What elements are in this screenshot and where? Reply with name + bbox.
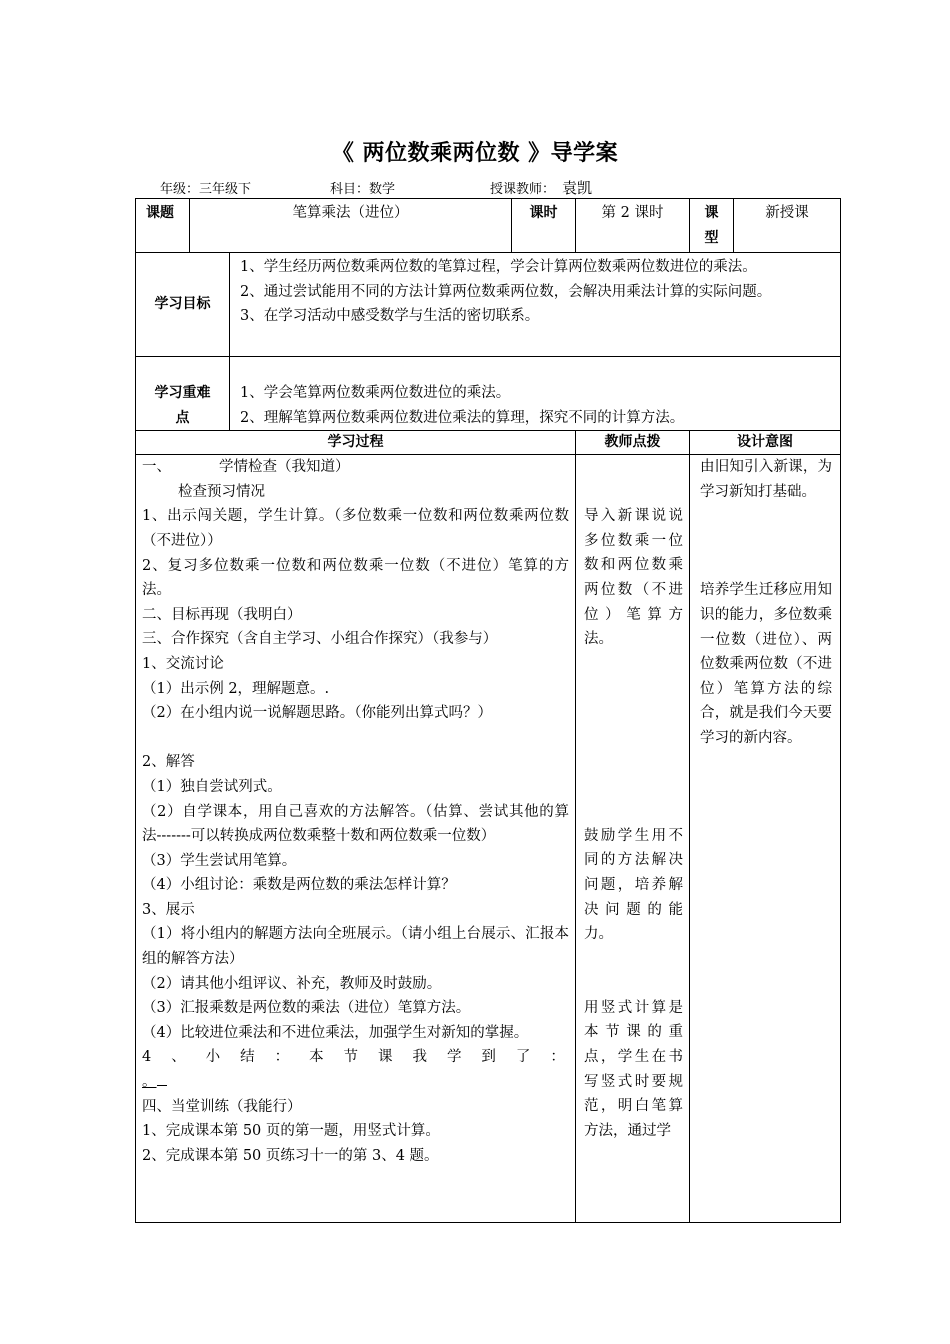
document-meta	[160, 178, 860, 198]
teacher-label: 授课教师：	[490, 182, 556, 197]
process-line: （4）小组讨论：乘数是两位数的乘法怎样计算？	[142, 877, 456, 894]
process-line: （4）比较进位乘法和不进位乘法，加强学生对新知的掌握。	[142, 1024, 529, 1041]
goals-content	[230, 253, 841, 357]
process-line: （1）出示例 2，理解题意。.	[142, 680, 330, 697]
lesson-plan-table	[135, 198, 841, 1223]
process-line: （1）将小组内的解题方法向全班展示。（请小组上台展示、汇报本组的解答方法）	[142, 926, 569, 968]
header-row	[136, 199, 841, 253]
process-line: （1）独自尝试列式。	[142, 778, 282, 795]
process-header: 学习过程	[136, 431, 576, 455]
key-point-item: 2、理解笔算两位数乘两位数进位乘法的算理，探究不同的计算方法。	[240, 409, 685, 426]
type-label-2: 型	[704, 229, 719, 246]
key-points-label-2: 点	[175, 409, 190, 426]
subject-label: 科目：数学	[330, 182, 396, 197]
process-line: （2）请其他小组评议、补充，教师及时鼓励。	[142, 975, 442, 992]
teacher-note-3: 用竖式计算是本节课的重点，学生在书写竖式时要规范，明白笔算方法，通过学	[584, 999, 684, 1139]
process-line: （3）学生尝试用笔算。	[142, 852, 297, 869]
key-points-row	[136, 357, 841, 431]
design-header: 设计意图	[690, 431, 841, 455]
goal-item: 1、学生经历两位数乘两位数的笔算过程，学会计算两位数乘两位数进位的乘法。	[240, 259, 757, 276]
period-value: 第 2 课时	[576, 199, 690, 253]
goal-item: 2、通过尝试能用不同的方法计算两位数乘两位数，会解决用乘法计算的实际问题。	[240, 283, 772, 300]
design-notes	[690, 455, 841, 1223]
design-note-2: 培养学生迁移应用知识的能力，多位数乘一位数（进位）、两位数乘两位数（不进位）笔算方法的综合，就是我们今天要学习的新内容。	[700, 582, 833, 746]
process-content	[136, 455, 576, 1223]
teacher-note-1: 导入新课说说多位数乘一位数和两位数乘两位数（不进位）笔算方法。	[584, 508, 684, 648]
section-three: 三、合作探究（含自主学习、小组合作探究）（我参与）	[142, 631, 498, 648]
summary-tail: 。	[142, 1070, 569, 1095]
process-line: 2、完成课本第 50 页练习十一的第 3、4 题。	[142, 1147, 439, 1164]
process-line: （2）在小组内说一说解题思路。（你能列出算式吗？）	[142, 705, 492, 722]
process-line: （2）自学课本，用自己喜欢的方法解答。（估算、尝试其他的算法-------可以转换成两位数乘整十数和两位数乘一位数）	[142, 803, 569, 845]
goal-item: 3、在学习活动中感受数学与生活的密切联系。	[240, 308, 540, 325]
section-one-sub: 检查预习情况	[178, 483, 265, 500]
type-value: 新授课	[734, 199, 841, 253]
goals-label: 学习目标	[136, 253, 230, 357]
process-line: （3）汇报乘数是两位数的乘法（进位）笔算方法。	[142, 1000, 471, 1017]
key-points-content	[230, 357, 841, 431]
key-points-label-1: 学习重难	[154, 385, 211, 401]
type-label-1: 课	[704, 205, 719, 221]
section-four: 四、当堂训练（我能行）	[142, 1098, 302, 1115]
teacher-header: 教师点拨	[576, 431, 690, 455]
goals-row	[136, 253, 841, 357]
summary-line: 4 、 小 结 ： 本 节 课 我 学 到 了 ：	[142, 1049, 565, 1066]
topic-value: 笔算乘法（进位）	[190, 199, 512, 253]
process-line: 3、展示	[142, 901, 195, 918]
column-header-row	[136, 431, 841, 455]
teacher-name: 袁凯	[562, 179, 593, 197]
section-two: 二、目标再现（我明白）	[142, 606, 302, 623]
process-line: 1、完成课本第 50 页的第一题，用竖式计算。	[142, 1123, 440, 1140]
grade-label: 年级：三年级下	[160, 182, 252, 197]
period-label: 课时	[512, 199, 576, 253]
process-line: 1、出示闯关题，学生计算。（多位数乘一位数和两位数乘两位数（不进位））	[142, 508, 569, 549]
section-one: 一、 学情检查（我知道）	[142, 459, 350, 476]
teacher-notes	[576, 455, 690, 1223]
page-title: 《 两位数乘两位数 》导学案	[331, 141, 619, 166]
process-line: 2、复习多位数乘一位数和两位数乘一位数（不进位）笔算的方法。	[142, 557, 569, 599]
type-label	[690, 199, 734, 253]
key-point-item: 1、学会笔算两位数乘两位数进位的乘法。	[240, 385, 511, 401]
key-points-label	[136, 357, 230, 431]
process-line: 2、解答	[142, 754, 195, 771]
process-line: 1、交流讨论	[142, 655, 224, 672]
process-row	[136, 455, 841, 1223]
teacher-note-2: 鼓励学生用不同的方法解决问题，培养解决问题的能力。	[584, 827, 684, 943]
topic-label: 课题	[136, 199, 190, 253]
design-note-1: 由旧知引入新课，为学习新知打基础。	[700, 459, 833, 500]
